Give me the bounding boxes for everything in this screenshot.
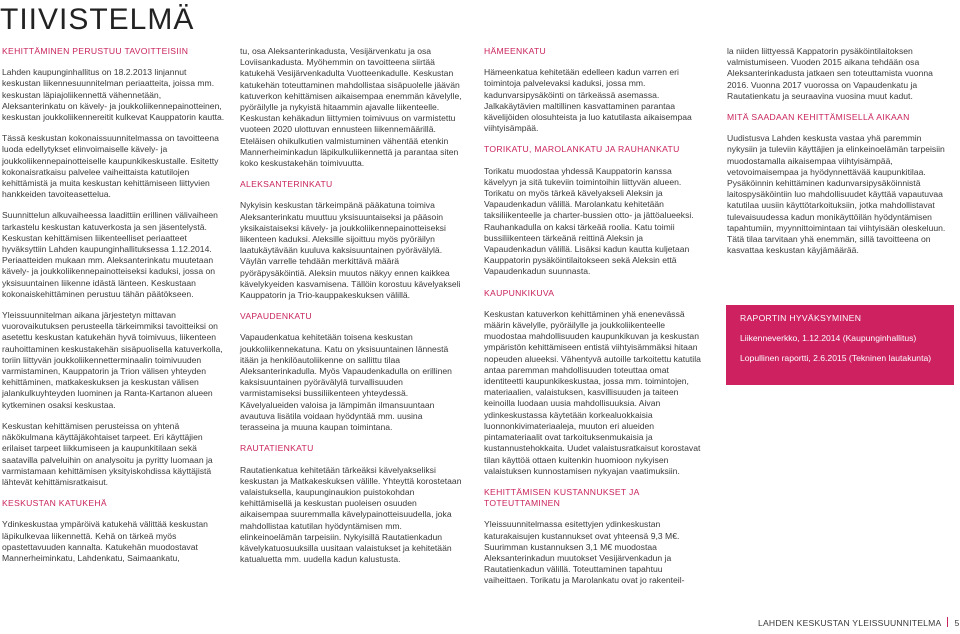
paragraph: Tässä keskustan kokonaissuunnitelmassa on tavoitteena luoda edellytykset elinvoimaiselle kävely- ja joukkoliikennepainotteiselle kaupunkikeskustalle. Esitetty kokonaisratkaisu palvelee vaiheittaista katutilojen kehittämistä ja muita keskustan kehittämiseen liittyvien hankkeiden tavoiteasettelua. — [2, 133, 219, 200]
paragraph: Uudistusva Lahden keskusta vastaa yhä paremmin nykysiin ja tuleviin käyttäjien ja elinkeinoelämän tarpeisiin muodostamalla aikaisempaa viihtyisämpää, vetovoimaisempaa ja hyödynnettävää kaupunkitilaa. Pysäköinnin kehittäminen kadunvarsipysäköinnistä laitospysäköintiin luo mahdollisuudet käyttää vapautuvaa katutilaa uusiin käyttötarkoituksiin, jotka mahdollistavat tulevaisuudessa kadun monikäyttöilän hyödyntämisen tapahtumiin, myynnittoimintaan tai viihtyisään oleskeluun. Tätä tilaa tarvitaan yhä enemmän, sillä tavoitteena on kasvattaa keskustan käyjämäärää. — [727, 133, 946, 256]
page-number: 5 — [954, 618, 960, 628]
paragraph: la niiden liittyessä Kappatorin pysäköintilaitoksen valmistumiseen. Vuoden 2015 aikana tehdään osa Aleksanterinkadusta jatkaen sen toteuttamista vuonna 2016. Vuonna 2017 vuorossa on Vapaudenkatu ja Rautatienkatu ja seuraavina vuosina muut kadut. — [727, 46, 933, 101]
paragraph: Keskustan katuverkon kehittäminen yhä enenevässä määrin kävelylle, pyöräilylle ja joukkoliikenteelle muodostaa mahdollisuuden kaupunkikuvan ja keskustan ympäristön kehittämiseen entistä viihtyisämmäksi hitaan nopeuden alueeksi. Vähentyvä autoille tarkoitettu katutila antaa paremman mahdollisuuden toteuttaa omat identiteetti kaupunkikeskustaa, jossa mm. toimintojen, materiaalien, valaistuksen, kasvillisuuden ja taiteen keinoilla luodaan uusia mahdollisuuksia. Aivan ydinkeskustassa käytetään korkealuokkaisia luonnonkivimateriaaleja, muuton eri alueiden pintamateriaalit ovat tarkoituksenmukaisia ja kustannustehokkaita. Uudet valaistusratkaisut korostavat tilan käyttöä ottaen kuitenkin huomioon nykyisen valaistuksen kunnostamisen nykyajan vaatimuksiin. — [484, 308, 701, 476]
paragraph: Lahden kaupunginhallitus on 18.2.2013 linjannut keskustan liikennesuunnitelman periaatteita, joissa mm. keskustan läpiajoliikennettä vähennetään, Aleksanterinkatu on kävely- ja joukkoliikennepainotteinen, keskustan joukkoliikennereitit kulkevat Kauppatorin kautta. — [2, 67, 225, 123]
section-heading: KESKUSTAN KATUKEHÄ — [2, 498, 107, 509]
paragraph: Rautatienkatua kehitetään tärkeäksi kävelyakseliksi keskustan ja Matkakeskuksen välille. Yhteyttä korostetaan valaistuksella, kaupunginaukion puistokohdan kehittämisellä ja keskustan puoleisen osuuden aikaisempaa suuremmalla kävelypainotteisuudella, joka mahdollistaa katutilan hyödyntämisen mm. elinkeinoelämän tarpeisiin. Nykyisillä Rautatienkadun kävelykatuosuuksilla uusitaan valaistukset ja kehitetään katualuetta mm. uudella kadun kalustusta. — [240, 464, 462, 565]
box-heading: RAPORTIN HYVÄKSYMINEN — [740, 313, 862, 323]
column-1 — [2, 46, 226, 574]
section-heading: KEHITTÄMINEN PERUSTUU TAVOITTEISIIN — [2, 46, 189, 56]
paragraph: Vapaudenkatua kehitetään toisena keskustan joukkoliikennekatuna. Katu on yksisuuntainen lännestä itään ja henkilöautoliikenne on sallittu tilaa Aleksanterinkadulla. Myös Vapaudenkadulla on erillinen kaksisuuntainen pyörävälylä turvallisuuden varmistamiseksi bussiliikenteen yhteydessä. Kävelyalueiden valoisa ja lämpimän ilmansuuntaan avautuva lisätila voidaan hyödyntää mm. uusina terasseina ja muuna kaupan toimintana. — [240, 332, 452, 433]
section-heading: HÄMEENKATU — [484, 46, 547, 56]
paragraph: Nykyisin keskustan tärkeimpänä pääkatuna toimiva Aleksanterinkatu muuttuu yksisuuntaiseksi ja pääsoin yksikaistaiseksi kävely- ja joukkoliikennepainotteiseksi liikenteen kaduksi. Aleksille sijoittuu myös pyöräilyn laatukäytävään kuuluva kaksisuuntainen pyörävälylä. Väylän varrelle tehdään merkittävä määrä pyöräpysäköintiä. Aleksin muutos näkyy ennen kaikkea kävelykyeiden kasvamisena. Tällöin korostuu kävelyakseli Kauppatorin ja Trio-kauppakeskuksen välillä. — [240, 200, 461, 301]
paragraph: Ydinkeskustaa ympäröivä katukehä välittää keskustan läpikulkevaa liikennettä. Kehä on tärkeä myös opastettavuuden kannalta. Katukehän muodostavat Mannerheiminkatu, Lahdenkatu, Saimaankatu, — [2, 519, 208, 563]
paragraph: Torikatu muodostaa yhdessä Kauppatorin kanssa kävelyyn ja sitä tukeviin toimintoihin liittyvän alueen. Torikatu on myös tärkeä kävelyakseli Aleksin ja Vapaudenkadun välillä. Marolankatu kehitetään taksiliikenteelle ja charter-bussien otto- ja jättöalueeksi. Rauhankadulla on kaksi tärkeää roolia. Katu toimii bussiliikenteen tärkeänä reittinä Aleksin ja Vapaudenkadun välillä. Lisäksi kadun kautta kuljetaan Kauppatorin pysäköintilaitokseen sekä Aleksin että Vapaudenkadun suunnasta. — [484, 165, 694, 277]
paragraph: Suunnittelun alkuvaiheessa laadittiin erillinen välivaiheen tarkastelu keskustan katuverkosta ja sen jäsentelystä. Keskustan kehittämisen liikenteelliset periaatteet hyväksyttiin Lahden kaupunginhallituksessa 1.12.2014. Periaatteiden mukaan mm. Aleksanterinkatu muutetaan kävely- ja joukkoliikennepainotteiseksi kaduksi, jossa on yksisuuntainen liikenne idästä länteen. Keskustaan kokonaiskehittäminen perustuu tähän päätökseen. — [2, 210, 218, 299]
paragraph: Keskustan kehittämisen perusteissa on yhtenä näkökulmana käyttäjäkohtaiset tarpeet. Eri käyttäjien erilaiset tarpeet liikkumiseen ja kaupunkitilaan sekä saatavilla palveluihin on analysoitu ja pyritty luomaan ja varmistamaan kehittämisen yksityiskohdissa käyttäjistä lähtevät kehittämisratkaisut. — [2, 420, 213, 487]
section-heading: VAPAUDENKATU — [240, 311, 312, 322]
box-line: Lopullinen raportti, 2.6.2015 (Tekninen lautakunta) — [740, 353, 932, 364]
footer-divider — [947, 617, 948, 627]
paragraph: Yleissuunnitelman aikana järjestetyn mittavan vuorovaikutuksen perusteella tärkeimmiksi tavoitteiksi on asetettu keskustan katukehän hyvä toimivuus, liikenteen rauhoittaminen keskustakehän sisäpuolisella katuverkolla, toriin liittyvän joukkoliikennetterminaalin toimivuuden varmistaminen, Kauppatorin ja Trion välisen yhteyden kehittäminen, matkakeskuksen ja keskustan välisen jalankulkuyhteyden luominen ja Ranta-Kartanon alueen kytkeminen osaksi keskustaa. — [2, 310, 223, 410]
footer-title: LAHDEN KESKUSTAN YLEISSUUNNITELMA — [758, 618, 942, 628]
column-4 — [727, 46, 953, 266]
column-2 — [240, 46, 462, 575]
section-heading: RAUTATIENKATU — [240, 443, 314, 454]
page-footer — [758, 617, 959, 628]
box-line: Liikenneverkko, 1.12.2014 (Kaupunginhallitus) — [740, 333, 917, 344]
paragraph: tu, osa Aleksanterinkadusta, Vesijärvenkatu ja osa Loviisankadusta. Myöhemmin on tavoitteena siirtää katukehä Vesijärvenkadulta Vuotteenkadulle. Keskustan katukehän toteuttaminen mahdollistaa sisäpuolelle jäävän katuverkon kehittämisen aikaisempaa enemmän kävelylle, pyöräilylle ja nykyistä hitaammin ajavalle liikenteelle. Keskustan kehäkadun liittymien toimivuus on varmistettu vuoteen 2020 ulottuvan ennusteen liikennemäärillä. Eteläisen ohikulkutien valmistuminen vähentää etenkin Mannerheiminkadun läpikulkuliikennettä ja parantaa siten koko keskustakehän toimivuutta. — [240, 46, 462, 169]
page-title: TIIVISTELMÄ — [0, 3, 195, 36]
section-heading: KAUPUNKIKUVA — [484, 287, 555, 298]
section-heading: ALEKSANTERINKATU — [240, 179, 333, 190]
report-approval-box — [726, 305, 954, 385]
section-heading: MITÄ SAADAAN KEHITTÄMISELLÄ AIKAAN — [727, 112, 910, 123]
paragraph: Yleissuunnitelmassa esitettyjen ydinkeskustan katurakaisujen kustannukset ovat yhteensä 9,3 M€. Suurimman kustannuksen 3,1 M€ muodostaa Aleksanterinkadun muutokset Vesijärvenkadun ja Rautatienkadun välillä. Toteuttaminen tapahtuu vaiheittaen. Torikatu ja Marolankatu ovat jo rakenteil- — [484, 519, 685, 586]
paragraph: Hämeenkatua kehitetään edelleen kadun varren eri toimintoja palvelevaksi kaduksi, jossa mm. kadunvarsipysäköinti on tärkeässä asemassa. Jalkakäytävien maltillinen kasvattaminen parantaa kävelijöiden olosuhteista ja luo katutilasta aikaisempaa viihtyisämpää. — [484, 67, 692, 134]
section-heading: KEHITTÄMISEN KUSTANNUKSET JA TOTEUTTAMINEN — [484, 486, 640, 509]
section-heading: TORIKATU, MAROLANKATU JA RAUHANKATU — [484, 144, 680, 155]
column-3 — [484, 46, 706, 597]
